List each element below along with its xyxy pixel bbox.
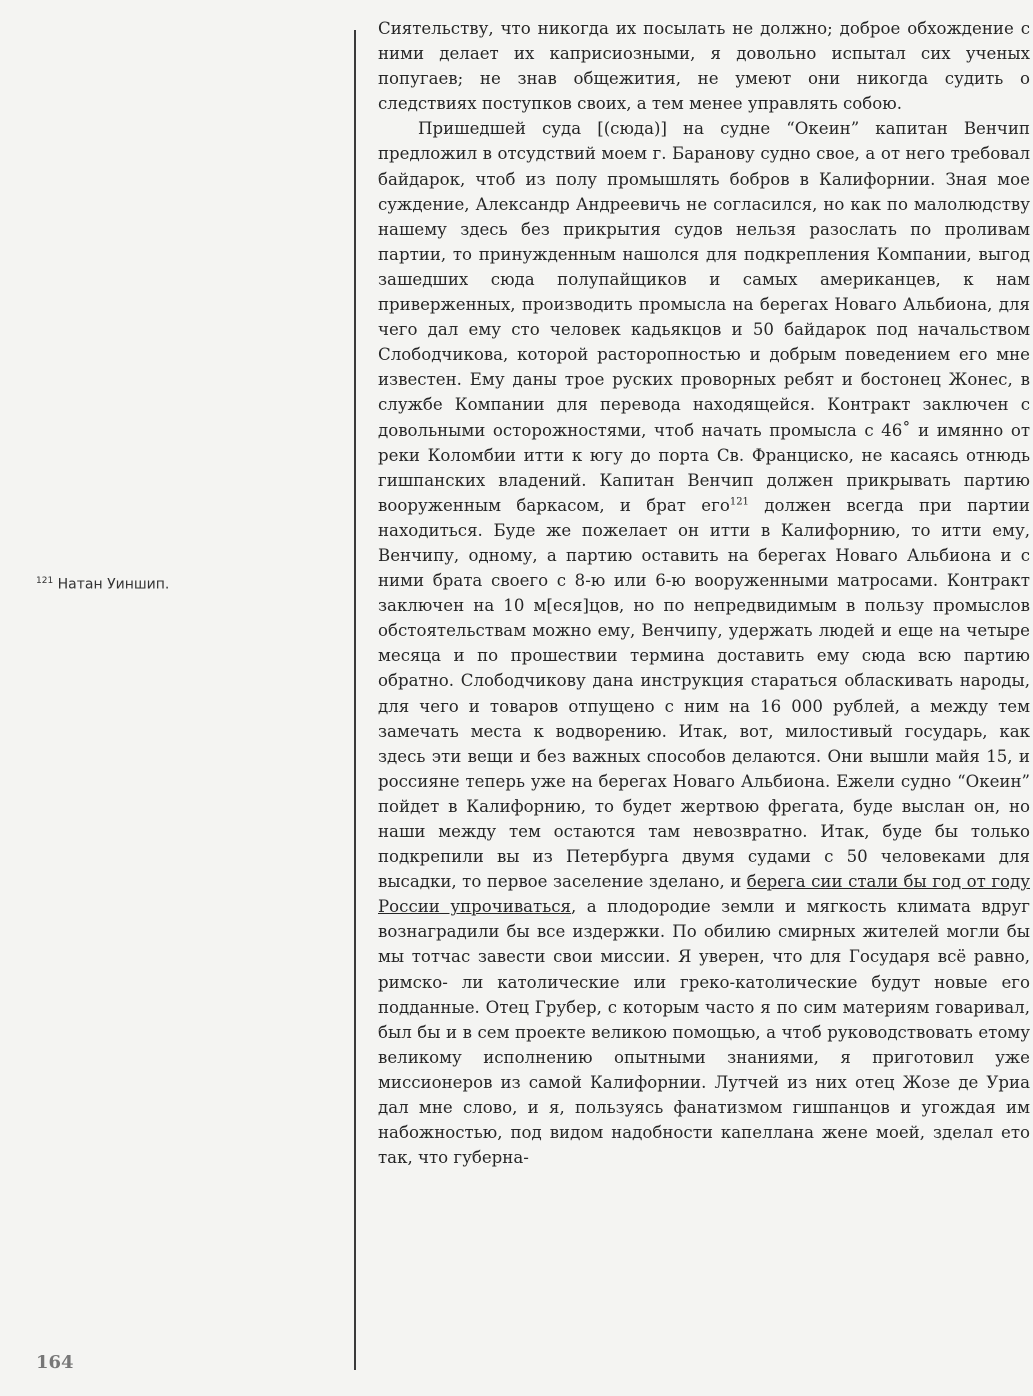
- footnote-text: Натан Уиншип.: [57, 576, 170, 593]
- footnote-marker: 121: [36, 576, 54, 586]
- margin-rule: [354, 30, 356, 1370]
- page-number: 164: [36, 1352, 74, 1373]
- footnote-reference: 121: [729, 496, 749, 508]
- paragraph-2-part-a: Пришедшей суда [(сюда)] на судне “Океин” капитан Венчип предложил в отсудствий моем г. Баранову судно свое, а от него требовал байдарок, чтоб из полу промышлять бобров в Калифорнии. Зная мое суждение, Александр Андреевичь не согласился, но как по малолюдству нашему здесь без прикрытия судов нельзя разослать по проливам партии, то принужденным нашолся для подкрепления Компании, выгод зашедших сюда полупайщиков и самых американцев, к нам приверженных, производить промысла на берегах Новаго Альбиона, для чего дал ему сто человек кадьякцов и 50 байдарок под начальством Слободчикова, которой расторопностью и добрым поведением его мне известен. Ему даны трое руских проворных ребят и бостонец Жонес, в службе Компании для перевода находящейся. Контракт заключен с довольными осторожностями, чтоб начать промысла с 46˚ и имянно от реки Коломбии итти к югу до порта Св. Франциско, не касаясь отнюдь гишпанских владений. Капитан Венчип должен прикрывать партию вооруженным баркасом, и брат его: [378, 119, 1030, 515]
- paragraph-1: Сиятельству, что никогда их посылать не должно; доброе обхождение с ними делает их каприсиозными, я довольно испытал сих ученых попугаев; не знав общежития, не умеют они никогда судить о следствиях поступков своих, а тем менее управлять собою.: [378, 19, 1030, 114]
- paragraph-2: [378, 116, 1030, 1170]
- underlined-phrase: берега сии стали бы год от году России упрочиваться: [378, 872, 1030, 917]
- margin-footnote: [36, 576, 169, 593]
- main-text: [378, 16, 1030, 1170]
- paragraph-2-part-c: , а плодородие земли и мягкость климата вдруг вознаградили бы все издержки. По обилию смирных жителей могли бы мы тотчас завести свои миссии. Я уверен, что для Государя всё равно, римско- ли католические или греко-католические будут новые его подданные. Отец Грубер, с которым часто я по сим материям говаривал, был бы и в сем проекте великою помощью, а чтоб руководствовать етому великому исполнению опытными знаниями, я приготовил уже миссионеров из самой Калифорнии. Лутчей из них отец Жозе де Уриа дал мне слово, и я, пользуясь фанатизмом гишпанцов и угождая им набожностью, под видом надобности капеллана жене моей, зделал ето так, что губерна-: [378, 897, 1030, 1168]
- paragraph-2-part-b: должен всегда при партии находиться. Буде же пожелает он итти в Калифорнию, то итти ему, Венчипу, одному, а партию оставить на берегах Новаго Альбиона и с ними брата своего с 8-ю или 6-ю вооруженными матросами. Контракт заключен на 10 м[еся]цов, но по непредвидимым в пользу промыслов обстоятельствам можно ему, Венчипу, удержать людей и еще на четыре месяца и по прошествии термина доставить ему сюда всю партию обратно. Слободчикову дана инструкция стараться обласкивать народы, для чего и товаров отпущено с ним на 16 000 рублей, а между тем замечать места к водворению. Итак, вот, милостивый государь, как здесь эти вещи и без важных способов делаются. Они вышли майя 15, и россияне теперь уже на берегах Новаго Альбиона. Ежели судно “Океин” пойдет в Калифорнию, то будет жертвою фрегата, буде выслан он, но наши между тем остаются там невозвратно. Итак, буде бы только подкрепили вы из Петербурга двумя судами с 50 человеками для высадки, то первое заселение зделано, и: [378, 495, 1030, 892]
